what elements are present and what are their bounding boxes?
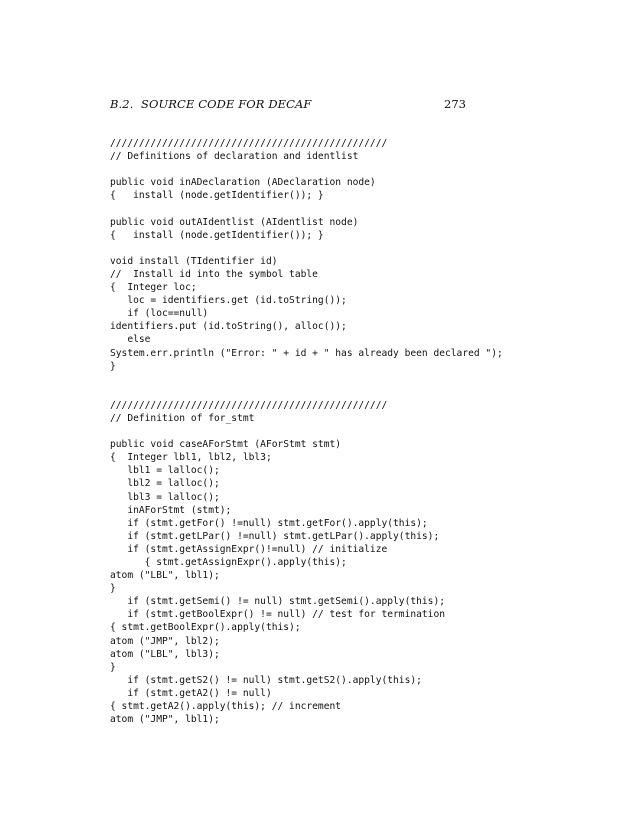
code-line: if (loc==null) bbox=[110, 308, 209, 320]
code-line: if (stmt.getSemi() != null) stmt.getSemi().apply(this); bbox=[110, 596, 446, 608]
code-line: public void inADeclaration (ADeclaration node) bbox=[110, 177, 376, 189]
page-header bbox=[110, 97, 466, 113]
code-line: atom ("LBL", lbl3); bbox=[110, 648, 220, 660]
code-line: public void outAIdentlist (AIdentlist node) bbox=[110, 216, 359, 228]
code-line: //////////////////////////////////////////////// bbox=[110, 399, 388, 411]
code-line: // Definition of for_stmt bbox=[110, 412, 255, 424]
code-line: { install (node.getIdentifier()); } bbox=[110, 190, 324, 202]
code-line: } bbox=[110, 583, 116, 595]
code-line: if (stmt.getBoolExpr() != null) // test for termination bbox=[110, 609, 446, 621]
code-line: { install (node.getIdentifier()); } bbox=[110, 229, 324, 241]
code-line: // Install id into the symbol table bbox=[110, 268, 318, 280]
code-line: if (stmt.getS2() != null) stmt.getS2().apply(this); bbox=[110, 674, 422, 686]
code-line: atom ("JMP", lbl1); bbox=[110, 714, 220, 726]
code-line: loc = identifiers.get (id.toString()); bbox=[110, 295, 347, 307]
running-header-title: B.2. SOURCE CODE FOR DECAF bbox=[110, 97, 312, 111]
code-line: void install (TIdentifier id) bbox=[110, 255, 278, 267]
code-line: identifiers.put (id.toString(), alloc()); bbox=[110, 321, 347, 333]
code-line bbox=[110, 386, 503, 399]
code-line: atom ("JMP", lbl2); bbox=[110, 635, 220, 647]
code-line: if (stmt.getFor() !=null) stmt.getFor().apply(this); bbox=[110, 517, 428, 529]
code-line: System.err.println ("Error: " + id + " has already been declared "); bbox=[110, 347, 503, 359]
code-line: atom ("LBL", lbl1); bbox=[110, 570, 220, 582]
code-line: { Integer loc; bbox=[110, 282, 197, 294]
code-line: public void caseAForStmt (AForStmt stmt) bbox=[110, 439, 342, 451]
code-line bbox=[110, 373, 503, 386]
code-line: if (stmt.getA2() != null) bbox=[110, 687, 272, 699]
code-line bbox=[110, 202, 503, 215]
code-line bbox=[110, 425, 503, 438]
code-line: } bbox=[110, 360, 116, 372]
code-line: { Integer lbl1, lbl2, lbl3; bbox=[110, 452, 272, 464]
code-line: else bbox=[110, 334, 151, 346]
code-line bbox=[110, 163, 503, 176]
code-line: { stmt.getA2().apply(this); // increment bbox=[110, 701, 342, 713]
code-line: { stmt.getBoolExpr().apply(this); bbox=[110, 622, 301, 634]
code-line: if (stmt.getLPar() !=null) stmt.getLPar().apply(this); bbox=[110, 530, 440, 542]
code-line: // Definitions of declaration and identlist bbox=[110, 151, 359, 163]
code-line: { stmt.getAssignExpr().apply(this); bbox=[110, 557, 347, 568]
code-line: //////////////////////////////////////////////// bbox=[110, 138, 388, 149]
page-number: 273 bbox=[444, 97, 466, 111]
code-line: lbl2 = lalloc(); bbox=[110, 478, 220, 490]
code-line: lbl3 = lalloc(); bbox=[110, 491, 220, 503]
code-line: lbl1 = lalloc(); bbox=[110, 465, 220, 477]
code-line bbox=[110, 242, 503, 255]
code-line: if (stmt.getAssignExpr()!=null) // initialize bbox=[110, 543, 388, 555]
code-line: } bbox=[110, 661, 116, 673]
code-listing bbox=[110, 137, 503, 726]
code-line: inAForStmt (stmt); bbox=[110, 504, 232, 516]
